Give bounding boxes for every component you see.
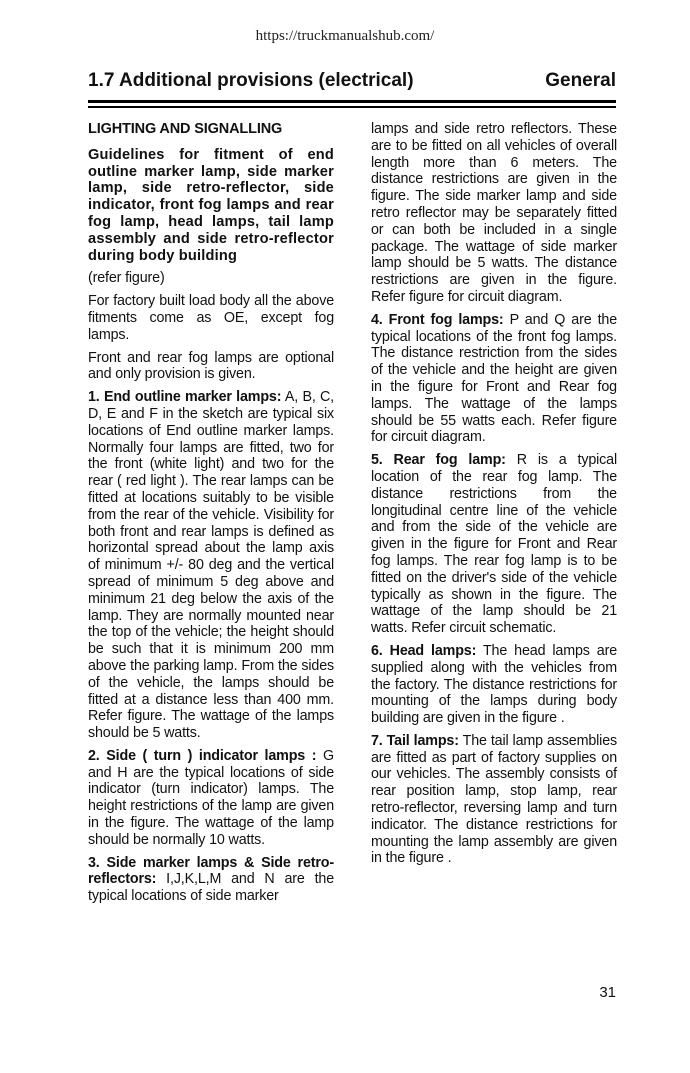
lighting-heading: LIGHTING AND SIGNALLING [88, 121, 283, 137]
item-head-lamps [371, 643, 617, 727]
page-number: 31 [599, 984, 616, 1001]
item-5-title: 5. Rear fog lamp: [371, 452, 506, 469]
item-7-title: 7. Tail lamps: [371, 732, 459, 749]
page-header [88, 70, 616, 96]
item-side-marker [88, 855, 334, 905]
side-marker-continuation: lamps and side retro reflectors. These are to be fitted on all vehicles of overall length more than 6 meters. The distance restrictions are given in the figure. The side marker lamp and side retro reflector may be separately fitted or can both be included in a single package. The wattage of side marker lamp should be 5 watts. The distance restrictions are given in the figure. Refer figure for circuit diagram. [371, 121, 617, 305]
item-3-text: I,J,K,L,M and N are the typical locations of side marker [88, 871, 334, 905]
item-3-title: 3. Side marker lamps & Side retro-reflectors: [88, 854, 334, 888]
factory-body-paragraph: For factory built load body all the above fitments come as OE, except fog lamps. [88, 293, 334, 343]
item-2-title: 2. Side ( turn ) indicator lamps : [88, 747, 317, 764]
source-url[interactable]: https://truckmanualshub.com/ [255, 28, 435, 44]
item-end-outline-marker [88, 389, 334, 742]
right-column [371, 121, 617, 873]
guidelines-heading: Guidelines for fitment of end outline marker lamp, side marker lamp, side retro-reflector, side indicator, front fog lamps and rear fog lamp, head lamps, tail lamp assembly and side retro-reflector during body building [88, 146, 334, 264]
item-6-text: The head lamps are supplied along with the vehicles from the factory. The distance restrictions for mounting of the lamps during body building are given in the figure . [371, 642, 617, 727]
item-6-title: 6. Head lamps: [371, 642, 477, 659]
item-rear-fog [371, 452, 617, 637]
fog-lamp-note: Front and rear fog lamps are optional and only provision is given. [88, 349, 334, 383]
refer-figure-note: (refer figure) [88, 270, 165, 287]
header-rule-thin [88, 106, 616, 108]
item-2-text: G and H are the typical locations of side indicator (turn indicator) lamps. The height restrictions of the lamp are given in the figure. The wattage of the lamp should be normally 10 watts. [88, 747, 334, 848]
item-front-fog [371, 312, 617, 446]
item-7-text: The tail lamp assemblies are fitted as part of factory supplies on our vehicles. The assembly consists of rear position lamp, stop lamp, rear retro-reflector, reversing lamp and turn indicator. The distance restrictions for mounting the lamp assembly are given in the figure . [371, 732, 617, 867]
chapter-title: General [545, 70, 616, 91]
item-1-text: A, B, C, D, E and F in the sketch are typical six locations of End outline marker lamps. Normally four lamps are fitted, two for the front (white light) and two for the rear ( red light ). The rear lamps can be fitted at locations suitably to be visible from the rear of the vehicle. Visibility for both front and rear lamps is defined as horizontal spread about the lamp axis of minimum +/- 80 deg and the vertical spread of minimum 5 deg above and minimum 21 deg below the axis of the lamp. They are normally mounted near the top of the vehicle; the height should be such that it is minimum 200 mm above the parking lamp. From the sides of the vehicle, the lamps should be fitted at a distance less than 400 mm. Refer figure. The wattage of the lamps should be 5 watts. [88, 389, 335, 742]
item-tail-lamps [371, 733, 617, 867]
item-1-title: 1. End outline marker lamps: [88, 389, 282, 406]
header-rule-thick [88, 100, 616, 103]
left-column [88, 121, 334, 911]
section-title: 1.7 Additional provisions (electrical) [88, 70, 414, 91]
item-4-title: 4. Front fog lamps: [371, 311, 504, 328]
item-side-indicator [88, 748, 334, 849]
item-4-text: P and Q are the typical locations of the front fog lamps. The distance restriction from the sides of the vehicle and the height are given in the figure for Front and Rear fog lamps. The wattage of the lamps should be 55 watts each. Refer figure for circuit diagram. [371, 311, 617, 446]
item-5-text: R is a typical location of the rear fog lamp. The distance restrictions from the longitudinal centre line of the vehicle and from the side of the vehicle are given in the figure for Front and Rear fog lamps. The rear fog lamp is to be fitted on the driver's side of the vehicle typically as shown in the figure. The wattage of the lamp should be 21 watts. Refer circuit schematic. [371, 452, 617, 637]
